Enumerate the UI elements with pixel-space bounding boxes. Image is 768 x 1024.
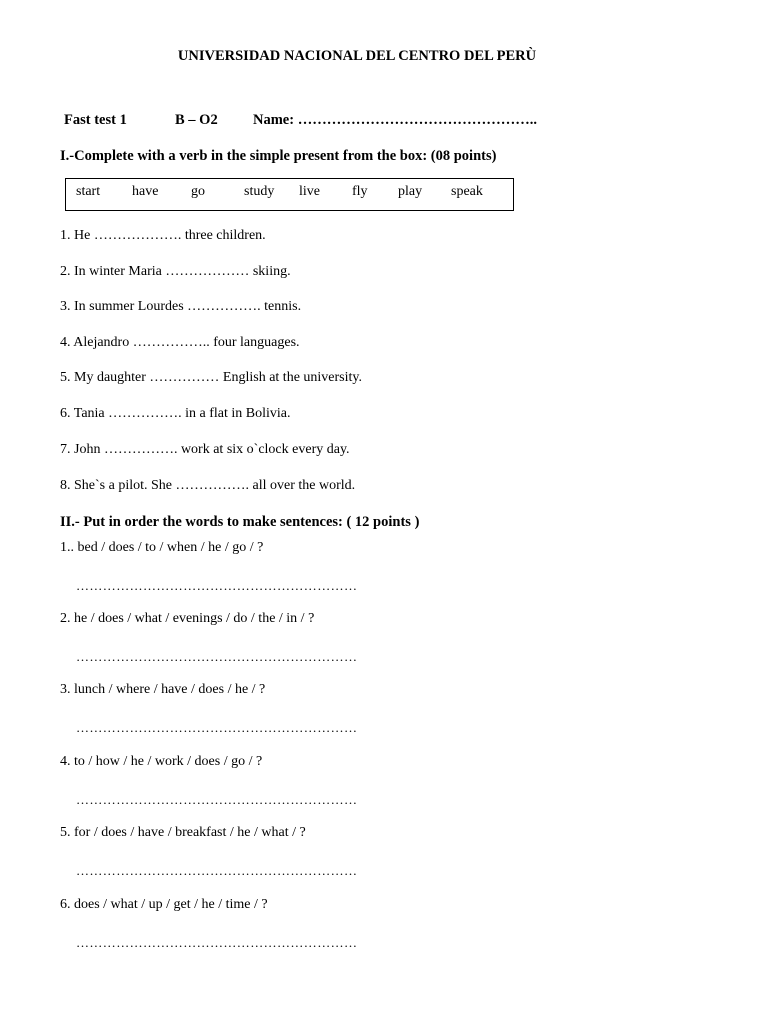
scrambled-sentence: 4. to / how / he / work / does / go / ?: [60, 754, 263, 769]
box-word: study: [244, 184, 275, 199]
test-level: B – O2: [175, 112, 218, 128]
box-word: speak: [451, 184, 483, 199]
answer-line[interactable]: ………………………………………………………: [76, 792, 358, 807]
fill-in-item[interactable]: 5. My daughter …………… English at the university.: [60, 370, 362, 385]
answer-line[interactable]: ………………………………………………………: [76, 578, 358, 593]
box-word: go: [191, 184, 205, 199]
box-word: play: [398, 184, 423, 199]
test-name: Fast test 1: [64, 112, 127, 128]
scrambled-sentence: 2. he / does / what / evenings / do / the / in / ?: [60, 611, 315, 626]
box-word: start: [76, 184, 101, 199]
answer-line[interactable]: ………………………………………………………: [76, 935, 358, 950]
answer-line[interactable]: ………………………………………………………: [76, 649, 358, 664]
answer-line[interactable]: ………………………………………………………: [76, 720, 358, 735]
fill-in-item[interactable]: 1. He ………………. three children.: [60, 228, 266, 243]
answer-line[interactable]: ………………………………………………………: [76, 863, 358, 878]
fill-in-item[interactable]: 2. In winter Maria ……………… skiing.: [60, 264, 291, 279]
box-word: have: [132, 184, 159, 199]
section1-title: I.-Complete with a verb in the simple present from the box: (08 points): [60, 148, 497, 164]
fill-in-item[interactable]: 7. John ……………. work at six o`clock every day.: [60, 442, 350, 457]
university-title: UNIVERSIDAD NACIONAL DEL CENTRO DEL PERÙ: [177, 48, 537, 64]
scrambled-sentence: 5. for / does / have / breakfast / he / what / ?: [60, 825, 306, 840]
scrambled-sentence: 6. does / what / up / get / he / time / ?: [60, 897, 268, 912]
section2-title: II.- Put in order the words to make sentences: ( 12 points ): [60, 514, 420, 530]
fill-in-item[interactable]: 8. She`s a pilot. She ……………. all over the world.: [60, 478, 356, 493]
scrambled-sentence: 1.. bed / does / to / when / he / go / ?: [60, 540, 264, 555]
fill-in-item[interactable]: 4. Alejandro …………….. four languages.: [60, 335, 300, 350]
scrambled-sentence: 3. lunch / where / have / does / he / ?: [60, 682, 266, 697]
fill-in-item[interactable]: 6. Tania ……………. in a flat in Bolivia.: [60, 406, 291, 421]
student-name-field[interactable]: Name: …………………………………………..: [253, 112, 537, 128]
fill-in-item[interactable]: 3. In summer Lourdes ……………. tennis.: [60, 299, 302, 314]
box-word: live: [299, 184, 320, 199]
box-word: fly: [352, 184, 368, 199]
